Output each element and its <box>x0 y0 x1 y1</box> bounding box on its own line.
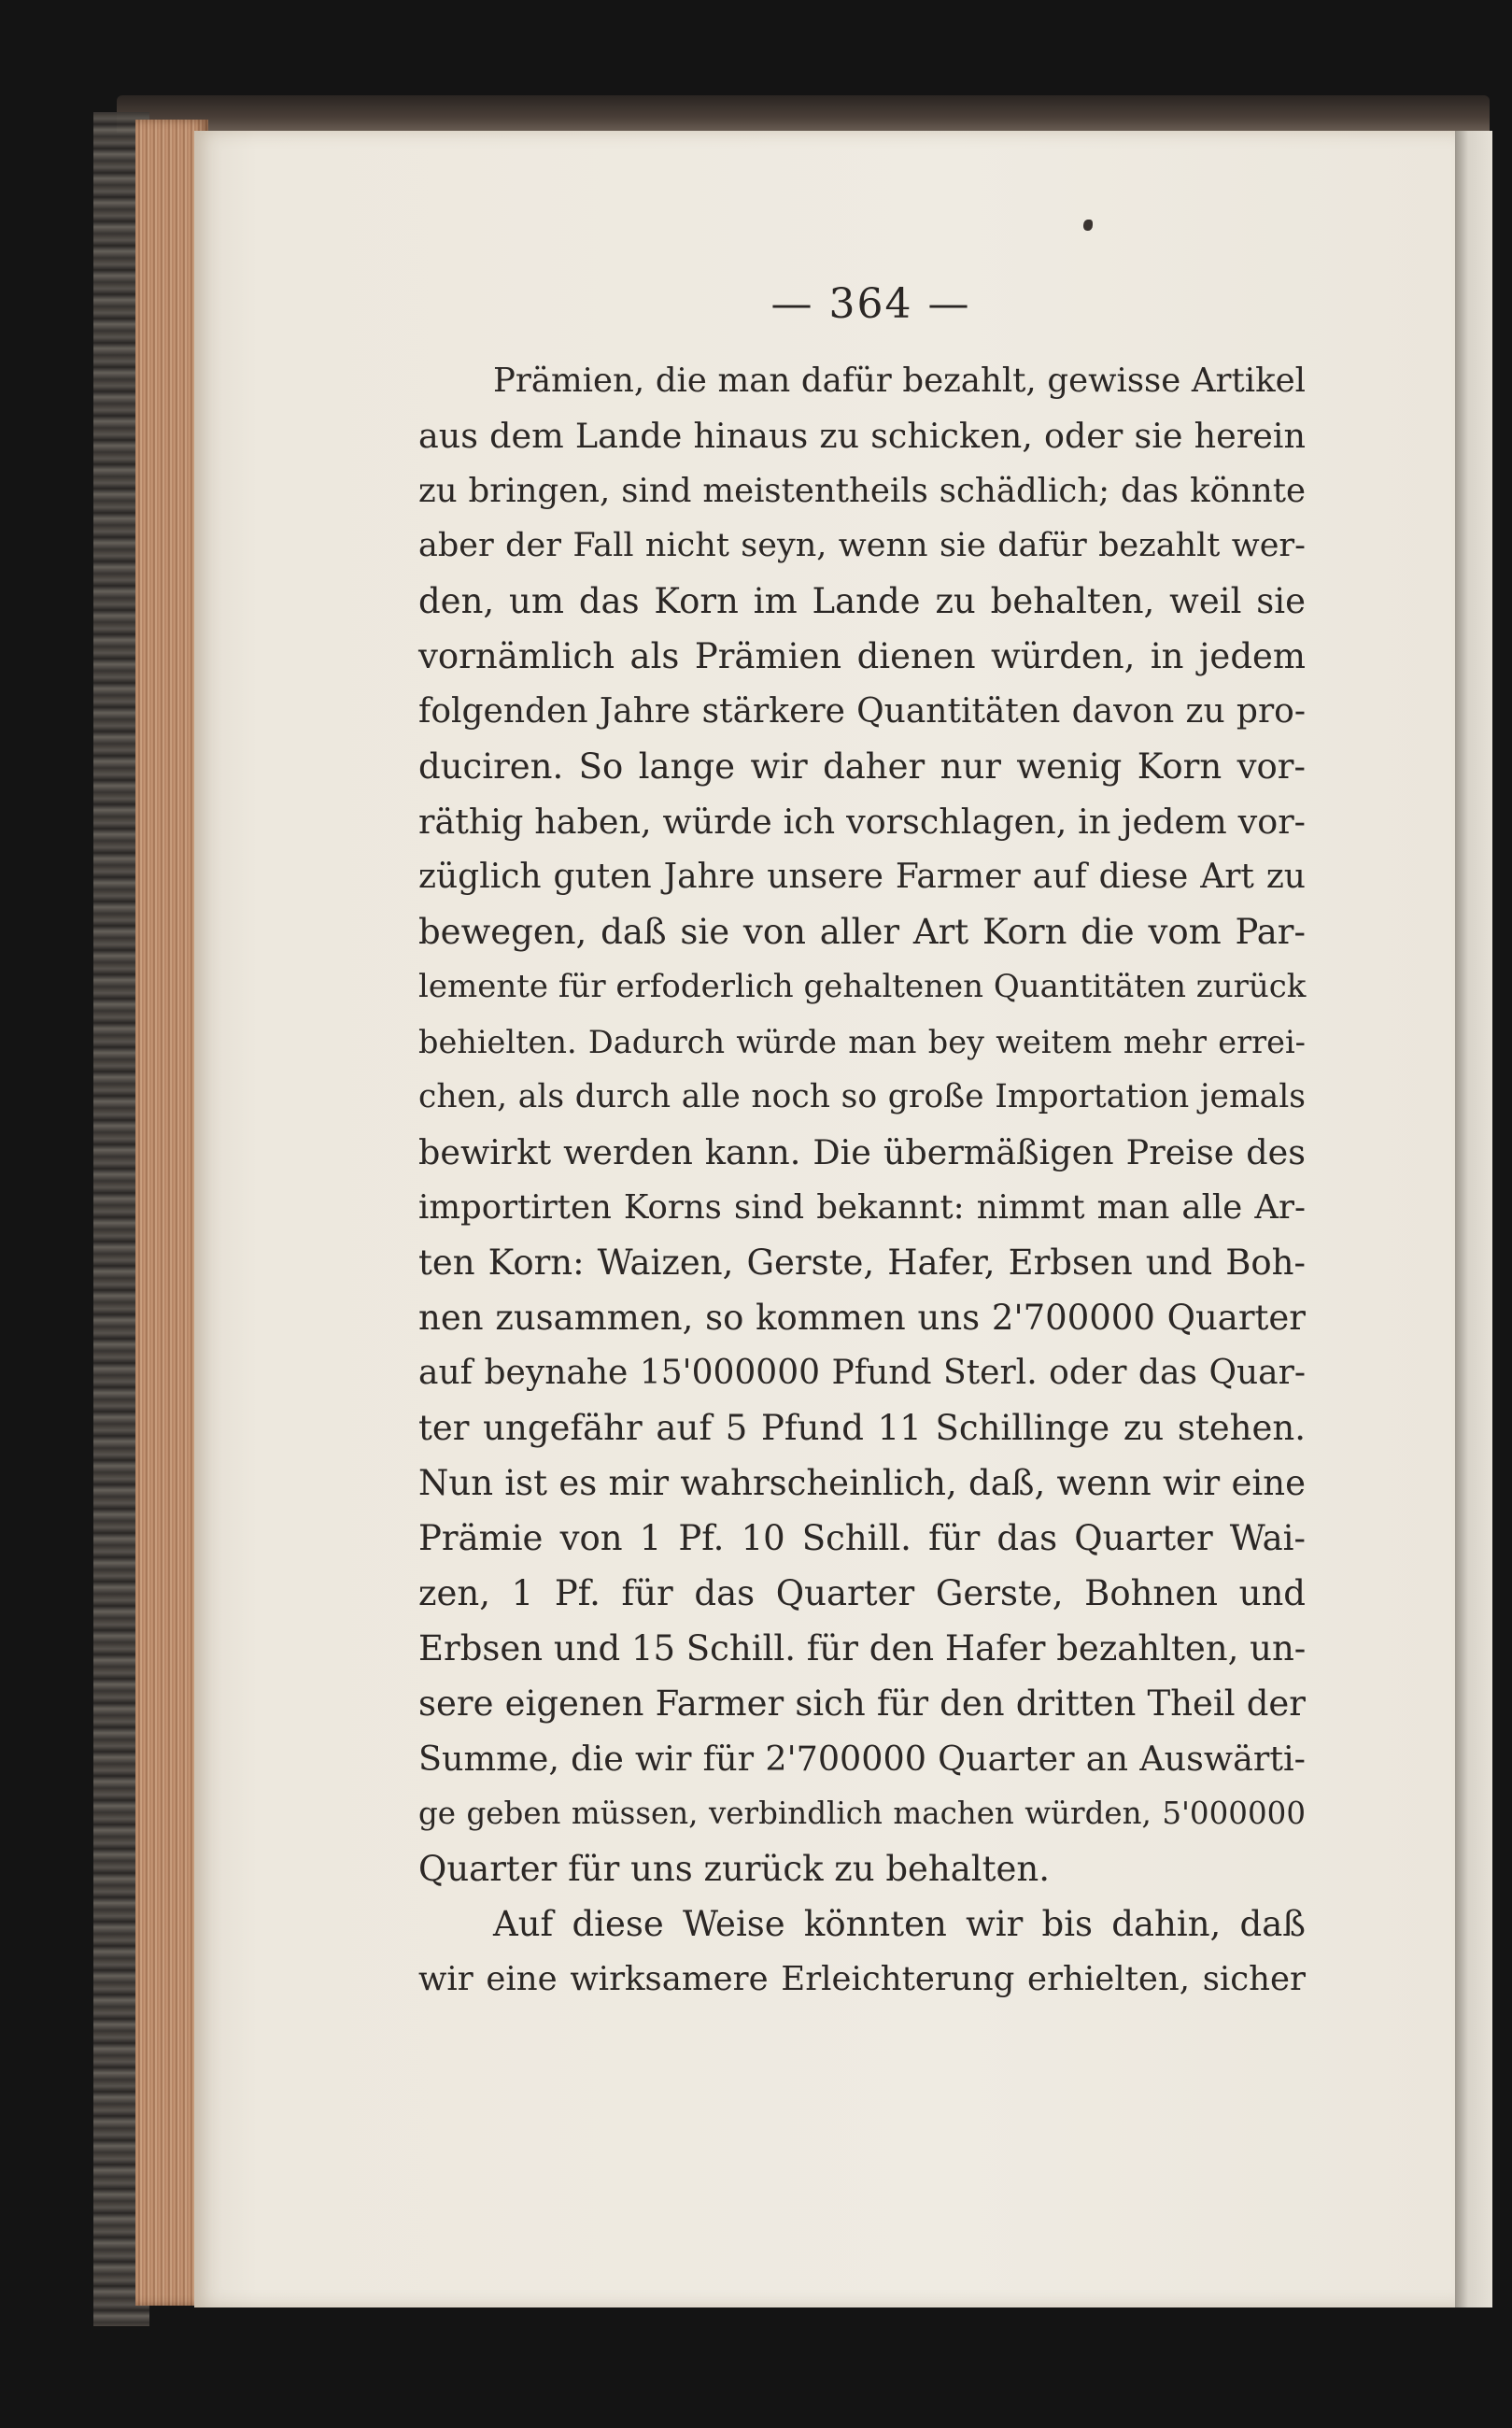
text-line: ten Korn: Waizen, Gerste, Hafer, Erbsen und Boh- <box>418 1242 1306 1283</box>
text-line: bewegen, daß sie von aller Art Korn die vom Par- <box>418 912 1306 952</box>
text-line: nen zusammen, so kommen uns 2'700000 Quarter <box>418 1298 1306 1338</box>
text-line: duciren. So lange wir daher nur wenig Korn vor- <box>418 746 1306 787</box>
text-line: behielten. Dadurch würde man bey weitem mehr errei- <box>418 1024 1306 1060</box>
text-line: vornämlich als Prämien dienen würden, in jedem <box>418 636 1306 676</box>
text-line: den, um das Korn im Lande zu behalten, weil sie <box>418 581 1306 621</box>
text-line: importirten Korns sind bekannt: nimmt man alle Ar- <box>418 1188 1306 1227</box>
text-line: züglich guten Jahre unsere Farmer auf diese Art zu <box>418 858 1306 896</box>
text-line: Prämie von 1 Pf. 10 Schill. für das Quarter Wai- <box>418 1518 1306 1558</box>
text-line: lemente für erfoderlich gehaltenen Quantitäten zurück <box>418 968 1307 1005</box>
book-top-edge <box>117 95 1490 133</box>
text-line: sere eigenen Farmer sich für den dritten Theil der <box>418 1683 1306 1724</box>
text-line: Auf diese Weise könnten wir bis dahin, daß <box>493 1904 1306 1944</box>
page-number: — 364 — <box>770 280 971 328</box>
text-line: aus dem Lande hinaus zu schicken, oder sie herein <box>418 416 1306 456</box>
text-line: wir eine wirksamere Erleichterung erhielten, sicher <box>418 1960 1306 1998</box>
paragraph <box>418 1896 1306 2007</box>
text-line: aber der Fall nicht seyn, wenn sie dafür bezahlt wer- <box>418 527 1306 564</box>
text-line: Nun ist es mir wahrscheinlich, daß, wenn wir eine <box>418 1463 1306 1503</box>
text-line: ter ungefähr auf 5 Pfund 11 Schillinge zu stehen. <box>418 1408 1306 1448</box>
text-line: Quarter für uns zurück zu behalten. <box>418 1849 1050 1889</box>
text-line: räthig haben, würde ich vorschlagen, in jedem vor- <box>418 802 1306 842</box>
text-line: Erbsen und 15 Schill. für den Hafer bezahlten, un- <box>418 1628 1307 1668</box>
text-line: folgenden Jahre stärkere Quantitäten davon zu pro- <box>418 692 1306 731</box>
text-line: bewirkt werden kann. Die übermäßigen Preise des <box>418 1132 1306 1172</box>
body-text <box>418 353 1306 2007</box>
ink-speck <box>1083 220 1093 231</box>
text-line: zen, 1 Pf. für das Quarter Gerste, Bohnen und <box>418 1573 1306 1613</box>
text-line: ge geben müssen, verbindlich machen würden, 5'000000 <box>418 1796 1306 1831</box>
text-line: auf beynahe 15'000000 Pfund Sterl. oder das Quar- <box>418 1354 1306 1392</box>
facing-page-edge <box>1455 131 1492 2307</box>
text-line: zu bringen, sind meistentheils schädlich; das könnte <box>418 472 1306 510</box>
text-line: Prämien, die man dafür bezahlt, gewisse Artikel <box>493 362 1306 400</box>
text-line: Summe, die wir für 2'700000 Quarter an Auswärti- <box>418 1739 1306 1779</box>
text-line: chen, als durch alle noch so große Importation jemals <box>418 1078 1306 1115</box>
paragraph <box>418 353 1306 1896</box>
